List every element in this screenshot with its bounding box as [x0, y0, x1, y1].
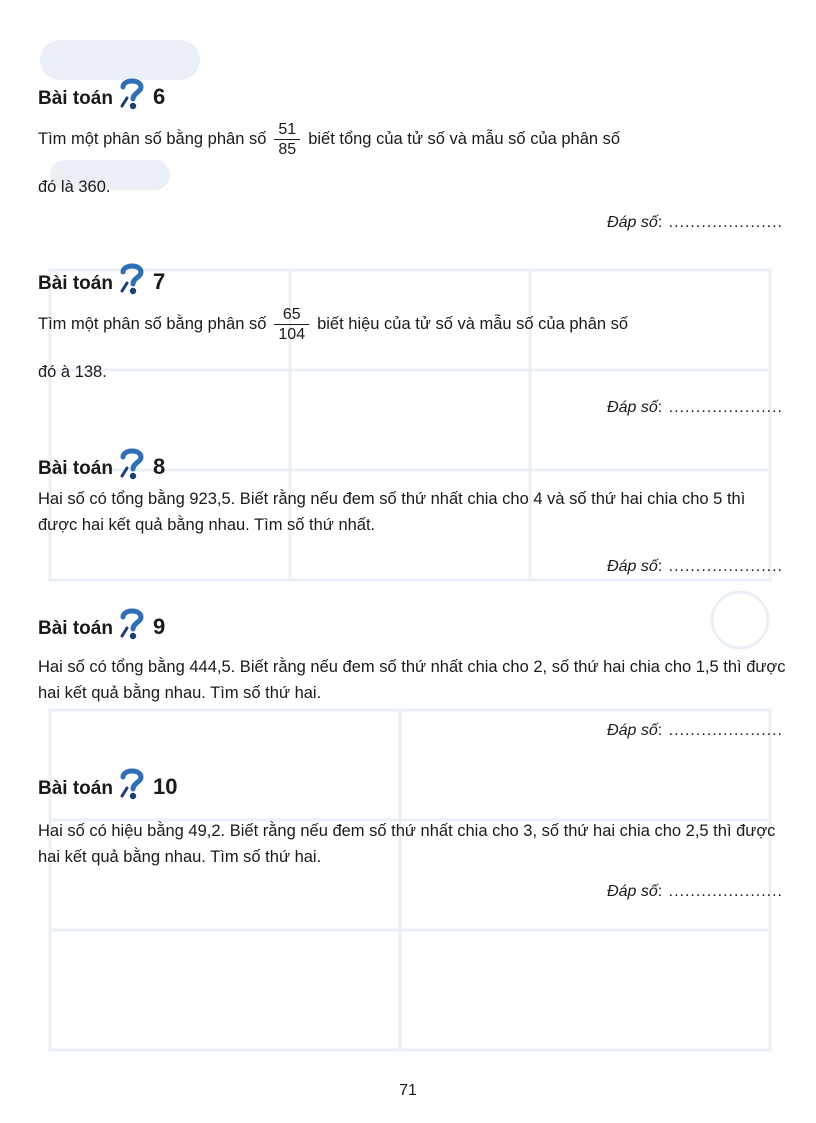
answer-line: [607, 722, 783, 740]
problem-8: [38, 440, 788, 575]
problem-6: [38, 70, 788, 231]
problem-10: [38, 760, 788, 900]
problem-text: Hai số có hiệu bằng 49,2. Biết rằng nếu đem số thứ nhất chia cho 3, số thứ hai chia cho 2,5 thì được hai kết quả bằng nhau. Tìm số thứ hai.: [38, 822, 776, 866]
problem-title: [38, 600, 788, 640]
problem-title: [38, 760, 788, 800]
answer-blank[interactable]: : .....................: [657, 399, 783, 416]
problem-number: 7: [152, 269, 166, 294]
denominator: 104: [278, 326, 306, 343]
problem-label: Bài toán: [38, 618, 113, 639]
fraction: [276, 120, 298, 159]
problem-text: Hai số có tổng bằng 923,5. Biết rằng nếu đem số thứ nhất chia cho 4 và số thứ hai chia cho 5 thì được hai kết quả bằng nhau. Tìm số thứ nhất.: [38, 490, 746, 534]
problem-number: 8: [152, 454, 166, 479]
problem-7: [38, 255, 788, 416]
denominator: 85: [278, 141, 297, 158]
answer-blank[interactable]: : .....................: [657, 214, 783, 231]
answer-line: [607, 883, 783, 901]
problem-number: 9: [152, 614, 166, 639]
answer-label: Đáp số: [607, 399, 658, 416]
answer-label: Đáp số: [607, 558, 658, 575]
answer-blank[interactable]: : .....................: [657, 558, 783, 575]
problem-text: Tìm một phân số bằng phân số $\frac{65}{104}$ biết hiệu của tử số và mẫu số của phân số đó à 138.: [38, 306, 629, 381]
question-mark-icon: [119, 76, 145, 110]
answer-blank[interactable]: : .....................: [657, 883, 783, 900]
answer-label: Đáp số: [607, 214, 658, 231]
problem-title: [38, 70, 788, 110]
problem-label: Bài toán: [38, 458, 113, 479]
page-number: 71: [399, 1082, 417, 1099]
answer-line: [607, 399, 783, 417]
problem-text: Tìm một phân số bằng phân số $\frac{51}{85}$ biết tổng của tử số và mẫu số của phân số đó là 360.: [38, 121, 621, 196]
answer-label: Đáp số: [607, 722, 658, 739]
problem-label: Bài toán: [38, 88, 113, 109]
problem-label: Bài toán: [38, 778, 113, 799]
problem-number: 10: [152, 774, 178, 799]
numerator: 65: [282, 306, 301, 323]
problem-number: 6: [152, 84, 166, 109]
problem-label: Bài toán: [38, 273, 113, 294]
question-mark-icon: [119, 261, 145, 295]
question-mark-icon: [119, 606, 145, 640]
question-mark-icon: [119, 446, 145, 480]
fraction: [276, 305, 307, 344]
answer-blank[interactable]: : .....................: [657, 722, 783, 739]
answer-line: [607, 214, 783, 232]
problem-9: [38, 600, 788, 739]
problem-title: [38, 255, 788, 295]
numerator: 51: [278, 121, 297, 138]
answer-line: [607, 558, 783, 576]
problem-title: [38, 440, 788, 480]
answer-label: Đáp số: [607, 883, 658, 900]
question-mark-icon: [119, 766, 145, 800]
problem-text: Hai số có tổng bằng 444,5. Biết rằng nếu đem số thứ nhất chia cho 2, số thứ hai chia cho 1,5 thì được hai kết quả bằng nhau. Tìm số thứ hai.: [38, 658, 786, 702]
